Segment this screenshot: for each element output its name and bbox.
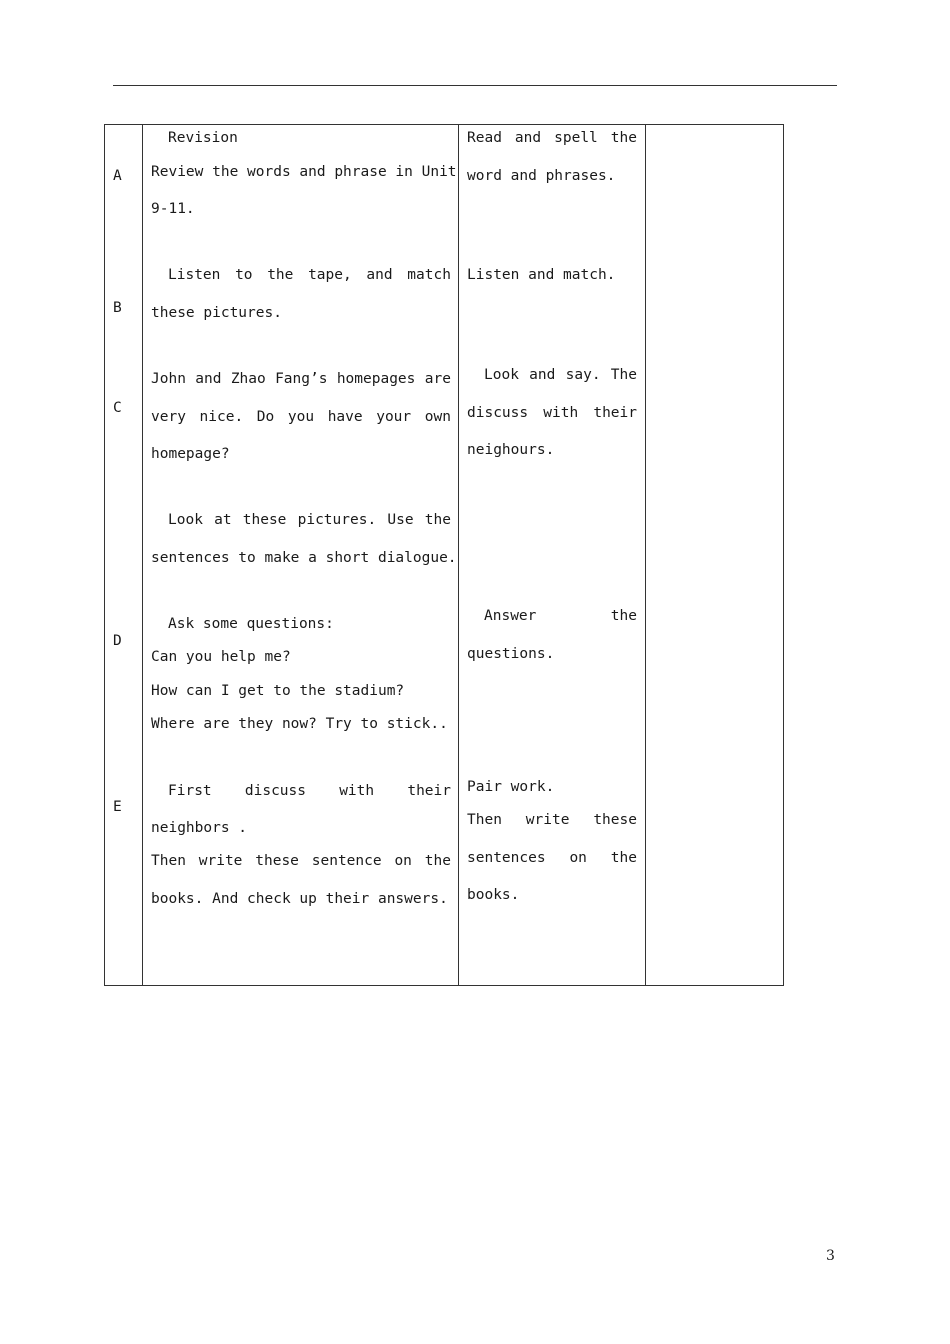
teacher-text [151,369,451,389]
word: these [593,812,637,828]
word: these [242,512,287,528]
teacher-text [151,851,451,871]
word: spell [554,130,598,146]
word: you [287,409,315,425]
word: own [424,409,451,425]
word: Answer [484,608,537,624]
teacher-text: Revision [168,130,238,146]
teacher-text [168,781,451,801]
student-text [484,365,637,385]
word: the [610,130,637,146]
word: and [366,267,393,283]
word: with [543,405,579,421]
row-label: E [113,799,122,815]
word: Then [151,853,186,869]
column-divider [458,125,459,985]
student-text [467,810,637,830]
student-text [467,848,637,868]
teacher-text: homepage? [151,446,230,462]
word: Use [387,512,414,528]
word: the [424,853,451,869]
word: sentence [311,853,382,869]
word: discuss [244,783,306,799]
word: sentences [467,850,546,866]
row-label: B [113,300,122,316]
teacher-text [151,407,451,427]
word: Do [256,409,275,425]
teacher-text: Where are they now? Try to stick.. [151,716,448,732]
word: your [376,409,412,425]
teacher-text: How can I get to the stadium? [151,683,405,699]
row-label: D [113,633,122,649]
word: The [610,367,637,383]
word: First [168,783,212,799]
row-label: A [113,168,122,184]
word: Look [168,512,203,528]
word: say. [565,367,601,383]
word: their [593,405,637,421]
word: with [339,783,375,799]
word: the [610,608,637,624]
word: on [394,853,412,869]
column-divider [142,125,143,985]
teacher-text: Can you help me? [151,649,291,665]
column-divider [645,125,646,985]
word: tape, [308,267,352,283]
teacher-text: Ask some questions: [168,616,334,632]
word: their [407,783,451,799]
student-text [484,606,637,626]
word: Look [484,367,519,383]
header-rule [113,85,837,86]
student-text: Pair work. [467,779,555,795]
word: Zhao [230,371,266,387]
word: these [255,853,299,869]
teacher-text: Review the words and phrase in Unit [151,164,457,180]
word: and [529,367,556,383]
word: are [424,371,451,387]
teacher-text [168,265,451,285]
student-text: questions. [467,646,555,662]
teacher-text: 9-11. [151,201,195,217]
row-label: C [113,400,122,416]
word: write [525,812,570,828]
student-text [467,128,637,148]
word: Then [467,812,502,828]
word: have [327,409,363,425]
student-text [467,403,637,423]
student-text: word and phrases. [467,168,616,184]
teacher-text: books. And check up their answers. [151,891,448,907]
student-text: books. [467,887,520,903]
word: at [214,512,232,528]
word: very [151,409,186,425]
teacher-text: these pictures. [151,305,282,321]
word: to [235,267,253,283]
word: the [610,850,637,866]
word: and [514,130,542,146]
word: pictures. [297,512,377,528]
teacher-text [168,510,451,530]
teacher-text: sentences to make a short dialogue. [151,550,457,566]
word: homepages [336,371,416,387]
word: nice. [199,409,244,425]
word: discuss [467,405,529,421]
student-text: Listen and match. [467,267,616,283]
word: Read [467,130,502,146]
word: and [195,371,222,387]
word: on [569,850,587,866]
word: the [424,512,451,528]
word: Listen [168,267,221,283]
page-number: 3 [826,1248,835,1264]
word: match [407,267,451,283]
teacher-text: neighbors . [151,820,248,836]
word: Fang’s [275,371,328,387]
word: John [151,371,186,387]
word: write [198,853,243,869]
student-text: neighours. [467,442,555,458]
word: the [267,267,294,283]
